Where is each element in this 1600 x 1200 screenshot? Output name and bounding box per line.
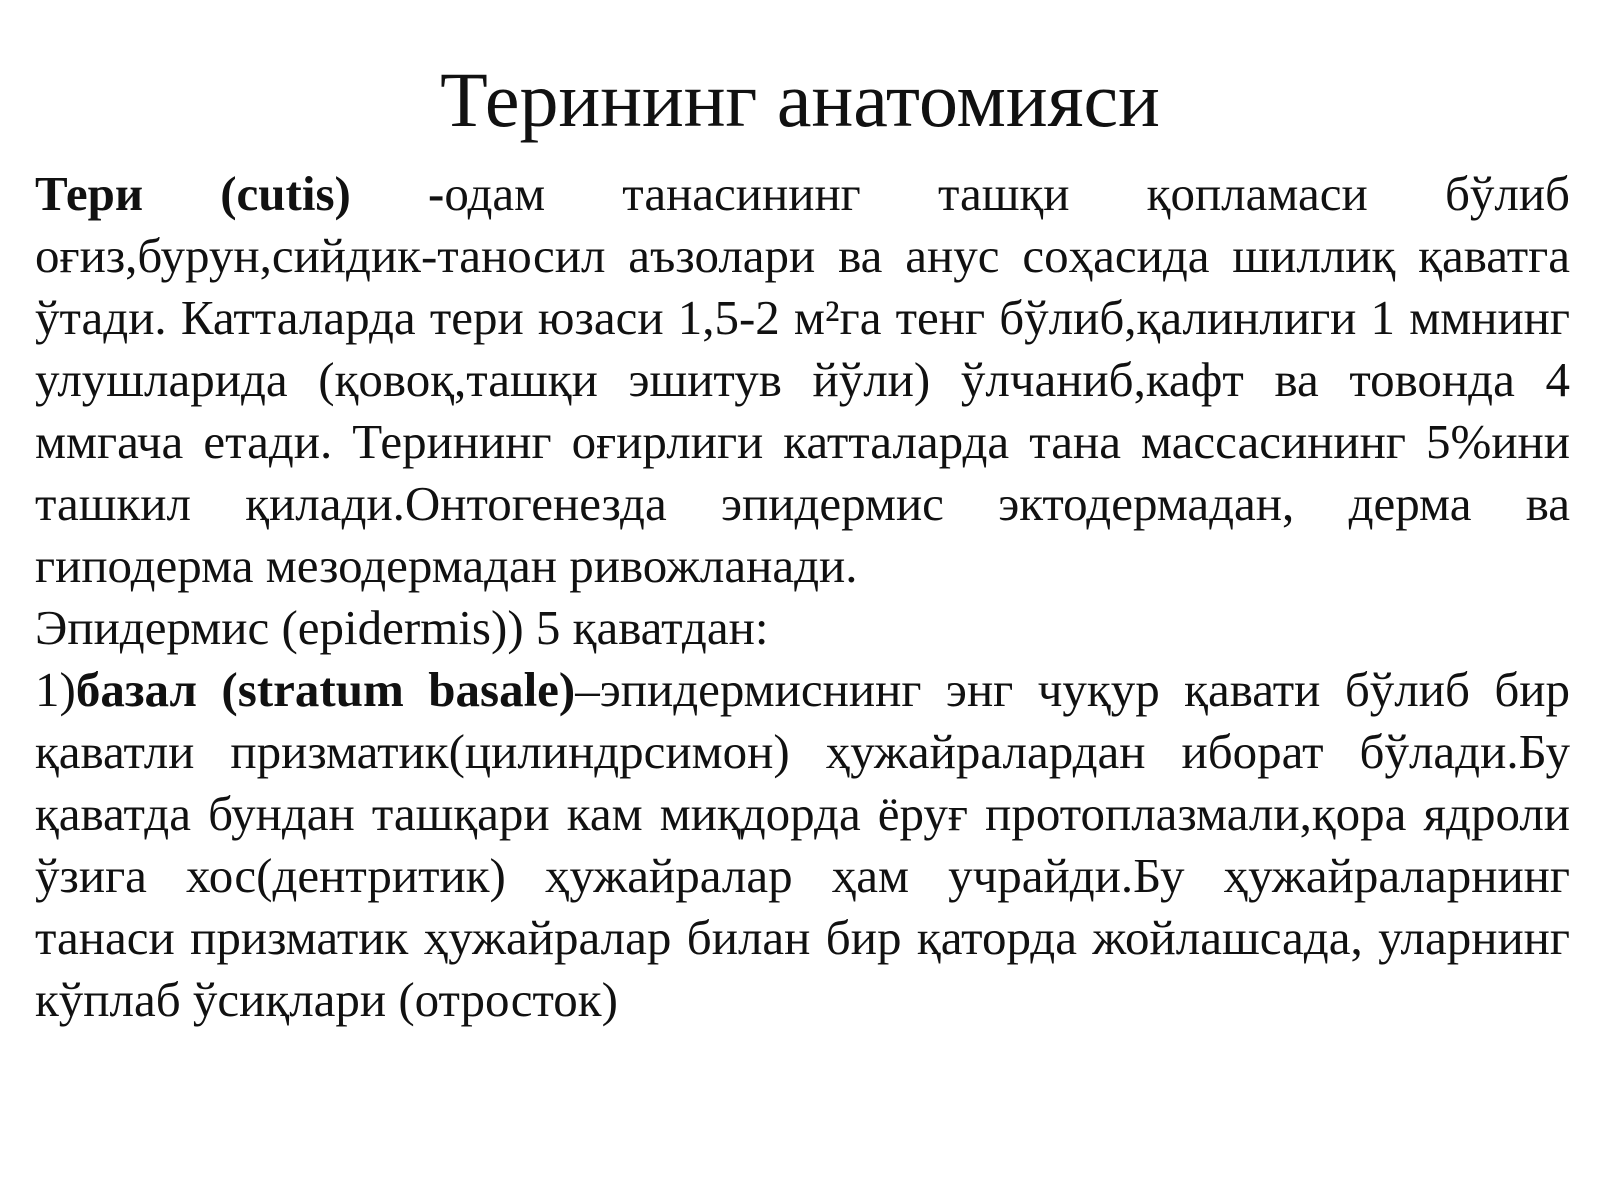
slide-body <box>35 163 1570 1031</box>
paragraph-skin-text: одам танасининг ташқи қопламаси бўлиб оғиз,бурун,сийдик-таносил аъзолари ва анус соҳасида шиллиқ қаватга ўтади. Катталарда тери юзаси 1,5-2 м²га тенг бўлиб,қалинлиги 1 ммнинг улушларида (қовоқ,ташқи эшитув йўли) ўлчаниб,кафт ва товонда 4 ммгача етади. Терининг оғирлиги катталарда тана массасининг 5%ини ташкил қилади.Онтогенезда эпидермис эктодермадан, дерма ва гиподерма мезодермадан ривожланади. <box>35 166 1570 593</box>
paragraph-basal-text: –эпидермиснинг энг чуқур қавати бўлиб бир қаватли призматик(цилиндрсимон) ҳужайралардан иборат бўлади.Бу қаватда бундан ташқари кам миқдорда ёруғ протоплазмали,қора ядроли ўзига хос(дентритик) ҳужайралар ҳам учрайди.Бу ҳужайраларнинг танаси призматик ҳужайралар билан бир қаторда жойлашсада, уларнинг кўплаб ўсиқлари (отросток) <box>35 662 1571 1027</box>
paragraph-epidermis-layers <box>35 597 1570 659</box>
paragraph-basal-layer <box>35 659 1570 1031</box>
term-skin: Тери (cutis) - <box>35 166 445 221</box>
paragraph-skin-definition <box>35 163 1570 597</box>
paragraph-epidermis-text: Эпидермис (epidermis)) 5 қаватдан: <box>35 600 769 655</box>
slide-title: Терининг анатомияси <box>440 56 1160 143</box>
term-basal-layer: базал (stratum basale) <box>75 662 576 717</box>
list-number: 1) <box>35 662 76 717</box>
